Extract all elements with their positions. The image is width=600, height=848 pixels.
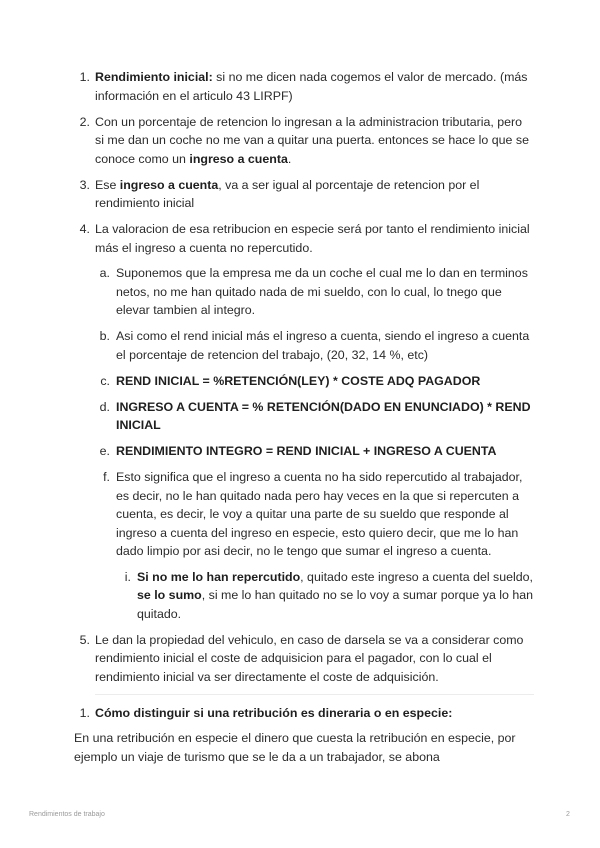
paragraph: En una retribución en especie el dinero que cuesta la retribución en especie, por ejemplo un viaje de turismo que se le da a un trabajador, se abona (74, 731, 516, 764)
sub-list-item (95, 468, 534, 623)
item-text: si no me dicen nada cogemos el valor de mercado. (más información en el articulo 43 LIRPF) (95, 70, 528, 103)
item-text: Suponemos que la empresa me da un coche el cual me lo dan en terminos netos, no me han quitado nada de mi sueldo, con lo cual, lo tnego que elevar tambien al integro. (116, 266, 528, 317)
list-marker: 2. (79, 114, 90, 129)
document-content (74, 68, 534, 766)
divider (95, 694, 534, 695)
list-item (74, 176, 534, 213)
section-heading (74, 704, 534, 723)
sub-list-item (95, 442, 534, 461)
section-heading-text: Cómo distinguir si una retribución es dineraria o en especie: (95, 705, 453, 720)
page-number: 2 (566, 811, 570, 818)
list-marker: 1. (79, 705, 90, 720)
list-marker: f. (103, 470, 110, 484)
item-text: , va a ser igual al porcentaje de retencion por el rendimiento inicial (95, 177, 480, 210)
list-marker: c. (100, 373, 110, 388)
item-text: Asi como el rend inicial más el ingreso a cuenta, siendo el ingreso a cuenta el porcentaje de retencion del trabajo, (20, 32, 14 %, etc) (116, 329, 530, 362)
list-marker: a. (99, 266, 110, 280)
main-list (74, 68, 534, 686)
list-marker: 5. (79, 632, 90, 647)
item-text: Con un porcentaje de retencion lo ingresan a la administracion tributaria, pero si me dan un coche no me van a quitar una puerta. entonces se hace lo que se conoce como un (95, 114, 529, 166)
item-text: Esto significa que el ingreso a cuenta no ha sido repercutido al trabajador, es decir, no le han quitado nada pero hay veces en la que si repercuten a cuenta, es decir, le voy a quitar una parte de su sueldo que responde al ingreso a cuenta del ingreso en especie, esto quiero decir, que me lo han dado limpio por asi decir, no le tengo que sumar el ingreso a cuenta. (116, 470, 523, 558)
item-text: , si me lo han quitado no se lo voy a sumar porque ya lo han quitado. (137, 588, 534, 621)
formula: INGRESO A CUENTA = % RETENCIÓN(DADO EN ENUNCIADO) * REND INICIAL (116, 399, 531, 432)
list-item (74, 68, 534, 105)
bold-term: ingreso a cuenta (119, 177, 219, 192)
list-item (74, 220, 534, 623)
sub-list (95, 264, 534, 623)
list-marker: 3. (79, 177, 90, 192)
item-text: Le dan la propiedad del vehiculo, en caso de darsela se va a considerar como rendimiento inicial el coste de adquisicion para el pagador, con lo cual el rendimiento inicial va ser directamente el coste de adquisición. (95, 632, 524, 684)
item-text: Ese (95, 177, 120, 192)
sub-list-item (95, 398, 534, 435)
footer-title: Rendimientos de trabajo (29, 811, 105, 818)
list-item (74, 631, 534, 687)
list-marker: 4. (79, 222, 90, 236)
item-text: . (287, 151, 292, 166)
formula: RENDIMIENTO INTEGRO = REND INICIAL + INGRESO A CUENTA (116, 444, 497, 458)
list-marker: d. (99, 399, 110, 414)
sub-list-item (95, 327, 534, 364)
list-marker: 1. (79, 70, 90, 84)
sub-sub-list (116, 568, 534, 624)
item-text: La valoracion de esa retribucion en especie será por tanto el rendimiento inicial más el ingreso a cuenta no repercutido. (95, 222, 530, 255)
list-item (74, 113, 534, 169)
bold-term: Rendimiento inicial: (95, 70, 213, 84)
list-marker: b. (99, 329, 110, 343)
item-text: , quitado este ingreso a cuenta del sueldo, (300, 569, 534, 584)
sub-list-item (95, 372, 534, 391)
bold-term: se lo sumo (137, 588, 202, 602)
formula: REND INICIAL = %RETENCIÓN(LEY) * COSTE ADQ PAGADOR (116, 373, 481, 388)
bold-term: Si no me lo han repercutido (137, 569, 301, 584)
sub-sub-list-item (116, 568, 534, 624)
bold-term: ingreso a cuenta (189, 151, 288, 166)
list-marker: e. (99, 444, 110, 458)
list-marker: i. (124, 569, 131, 584)
sub-list-item (95, 264, 534, 320)
